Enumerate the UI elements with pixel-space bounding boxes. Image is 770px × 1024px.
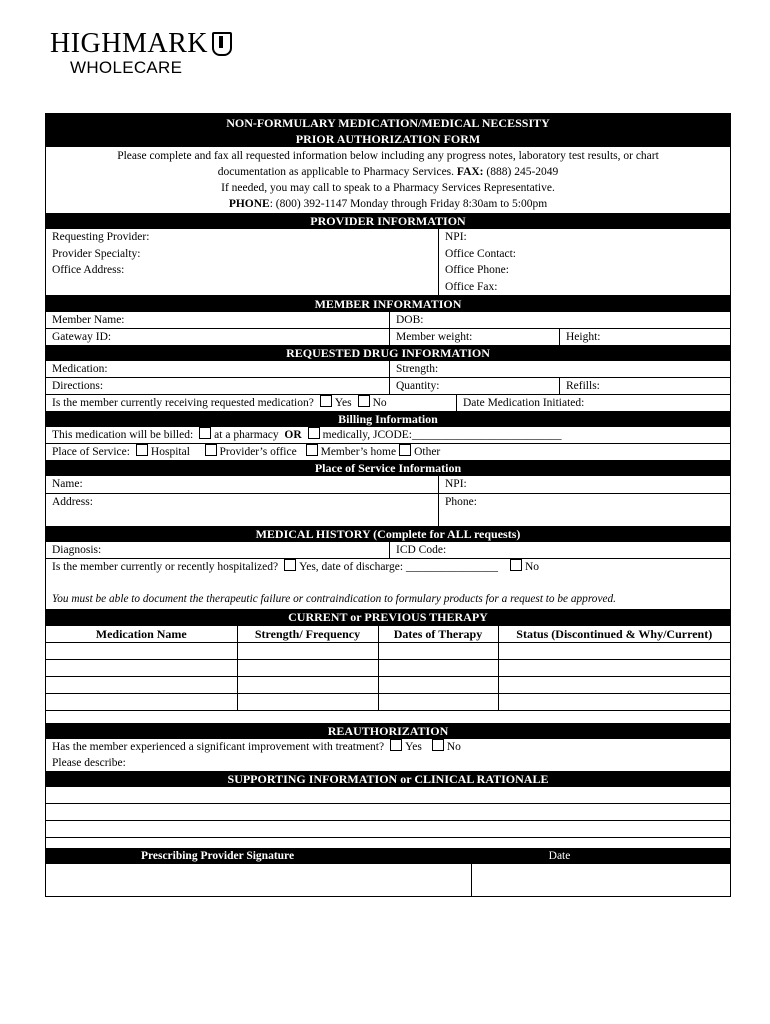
signature-field[interactable] [46, 864, 471, 896]
supporting-line[interactable] [46, 787, 730, 804]
medical-history-header: MEDICAL HISTORY (Complete for ALL requests) [46, 526, 730, 542]
therapy-header: CURRENT or PREVIOUS THERAPY [46, 609, 730, 625]
refills-field[interactable]: Refills: [559, 378, 730, 394]
signature-label: Prescribing Provider Signature [140, 850, 295, 862]
pos-info-section [46, 476, 730, 526]
table-row [46, 694, 730, 711]
table-row [46, 643, 730, 660]
date-initiated-field[interactable]: Date Medication Initiated: [456, 395, 730, 411]
or-label: OR [284, 429, 302, 441]
other-label: Other [414, 446, 441, 458]
medication-field[interactable]: Medication: [52, 363, 108, 375]
shield-icon [212, 32, 232, 56]
drug-row-3 [46, 395, 730, 411]
blank-line [46, 279, 438, 296]
reauth-no-checkbox[interactable] [432, 739, 444, 751]
dob-field[interactable]: DOB: [389, 312, 730, 328]
pos-left [46, 476, 438, 526]
discharge-date-field[interactable]: Yes, date of discharge: ________________ [299, 561, 498, 573]
receiving-question-text: Is the member currently receiving requested medication? [52, 397, 314, 409]
billed-method [46, 427, 730, 443]
date-label: Date [548, 850, 571, 862]
reauth-question [46, 739, 730, 755]
billing-info-header: Billing Information [46, 411, 730, 427]
quantity-field[interactable]: Quantity: [389, 378, 559, 394]
reauth-no-label: No [446, 741, 461, 753]
hospital-label: Hospital [150, 446, 190, 458]
pos-right [438, 476, 730, 526]
logo-brand [50, 30, 232, 58]
diagnosis-field[interactable]: Diagnosis: [52, 544, 102, 556]
therapy-header-row [46, 626, 730, 643]
provider-info-section [46, 229, 730, 296]
provider-left [46, 229, 438, 295]
table-row [46, 660, 730, 677]
directions-field[interactable]: Directions: [52, 380, 104, 392]
pharmacy-checkbox[interactable] [199, 427, 211, 439]
instructions [46, 147, 730, 213]
hospitalized-no-label: No [524, 561, 540, 573]
jcode-field[interactable]: medically, JCODE:__________________________ [322, 429, 562, 441]
history-row-1 [46, 542, 730, 559]
supporting-line[interactable] [46, 838, 730, 848]
table-cell[interactable] [378, 660, 498, 677]
table-cell[interactable] [378, 694, 498, 711]
provider-right [438, 229, 730, 295]
other-checkbox[interactable] [399, 444, 411, 456]
member-info-header: MEMBER INFORMATION [46, 296, 730, 312]
spacer [46, 711, 730, 723]
table-cell[interactable] [46, 643, 237, 660]
therapeutic-failure-note: You must be able to document the therapeutic failure or contraindication to formulary products for a request to be approved. [52, 593, 616, 605]
instructions-line4 [46, 196, 730, 212]
phone-label: PHONE [228, 198, 270, 210]
office-contact-field[interactable]: Office Contact: [445, 247, 516, 260]
form-title [46, 114, 730, 147]
icd-code-field[interactable]: ICD Code: [389, 542, 730, 558]
billing-row-1 [46, 427, 730, 444]
signature-row [46, 864, 730, 896]
instructions-line2-text: documentation as applicable to Pharmacy Services. [217, 166, 457, 178]
provider-npi-field[interactable]: NPI: [445, 231, 467, 243]
table-cell[interactable] [46, 694, 237, 711]
fax-value: (888) 245-2049 [483, 166, 559, 178]
providers-office-checkbox[interactable] [205, 444, 217, 456]
pos-address-field[interactable]: Address: [52, 495, 93, 508]
height-field[interactable]: Height: [559, 329, 730, 345]
office-address-field[interactable]: Office Address: [52, 264, 125, 276]
table-cell[interactable] [498, 677, 730, 694]
member-name-field[interactable]: Member Name: [52, 314, 125, 326]
providers-office-label: Provider’s office [219, 446, 297, 458]
billed-label: This medication will be billed: [52, 429, 194, 441]
instructions-line2 [46, 164, 730, 180]
members-home-checkbox[interactable] [306, 444, 318, 456]
supporting-info-header: SUPPORTING INFORMATION or CLINICAL RATIONALE [46, 771, 730, 787]
highmark-wholecare-logo [50, 30, 232, 78]
receiving-yes-checkbox[interactable] [320, 395, 332, 407]
pos-label: Place of Service: [52, 446, 130, 458]
signature-header [46, 848, 730, 864]
member-weight-field[interactable]: Member weight: [389, 329, 559, 345]
members-home-label: Member’s home [320, 446, 397, 458]
requesting-provider-field[interactable]: Requesting Provider: [52, 231, 150, 243]
member-row-2 [46, 329, 730, 345]
billing-row-2 [46, 444, 730, 460]
table-cell[interactable] [237, 643, 378, 660]
instructions-line3: If needed, you may call to speak to a Pharmacy Services Representative. [221, 182, 555, 194]
table-cell[interactable] [378, 643, 498, 660]
reauth-question-text: Has the member experienced a significant improvement with treatment? [52, 741, 385, 753]
reauth-yes-label: Yes [405, 741, 422, 753]
pos-name-field[interactable]: Name: [46, 476, 438, 494]
hospital-checkbox[interactable] [136, 444, 148, 456]
blank-line [46, 575, 730, 591]
pos-info-header: Place of Service Information [46, 460, 730, 476]
office-fax-field[interactable]: Office Fax: [445, 280, 498, 293]
receiving-question [46, 395, 456, 411]
hospitalized-yes-checkbox[interactable] [284, 559, 296, 571]
table-cell[interactable] [498, 660, 730, 677]
table-row [46, 677, 730, 694]
col-status: Status (Discontinued & Why/Current) [498, 626, 730, 643]
title-line1: NON-FORMULARY MEDICATION/MEDICAL NECESSITY [226, 116, 550, 130]
hospitalized-no-checkbox[interactable] [510, 559, 522, 571]
history-hospitalized [46, 559, 730, 609]
supporting-line[interactable] [46, 804, 730, 821]
supporting-line[interactable] [46, 821, 730, 838]
title-line2: PRIOR AUTHORIZATION FORM [295, 132, 481, 146]
fax-label: FAX: [456, 166, 484, 178]
receiving-yes-label: Yes [334, 397, 352, 409]
reauth-yes-checkbox[interactable] [390, 739, 402, 751]
place-of-service [46, 444, 730, 460]
pos-npi-field[interactable]: NPI: [439, 476, 730, 494]
table-cell[interactable] [498, 694, 730, 711]
reauth-describe-field[interactable]: Please describe: [52, 757, 126, 769]
drug-row-2 [46, 378, 730, 395]
col-medication-name: Medication Name [46, 626, 237, 643]
receiving-no-label: No [372, 397, 387, 409]
table-cell[interactable] [46, 660, 237, 677]
hospitalized-question [46, 559, 730, 575]
instructions-line1: Please complete and fax all requested information below including any progress notes, laboratory test results, or chart [117, 150, 659, 162]
logo-sub: WHOLECARE [70, 58, 183, 77]
gateway-id-field[interactable]: Gateway ID: [52, 331, 112, 343]
logo-brand-text: HIGHMARK [50, 28, 208, 59]
prior-authorization-form [45, 113, 731, 897]
pharmacy-label: at a pharmacy [214, 429, 279, 441]
col-dates-of-therapy: Dates of Therapy [378, 626, 498, 643]
provider-specialty-field[interactable]: Provider Specialty: [52, 247, 141, 260]
table-cell[interactable] [498, 643, 730, 660]
table-cell[interactable] [46, 677, 237, 694]
signature-date-field[interactable] [471, 864, 730, 896]
member-row-1 [46, 312, 730, 329]
receiving-no-checkbox[interactable] [358, 395, 370, 407]
hospitalized-question-text: Is the member currently or recently hospitalized? [52, 561, 279, 573]
reauth-section [46, 739, 730, 771]
therapy-table [46, 625, 730, 711]
drug-row-1 [46, 361, 730, 378]
col-strength-frequency: Strength/ Frequency [237, 626, 378, 643]
reauthorization-header: REAUTHORIZATION [46, 723, 730, 739]
table-cell[interactable] [378, 677, 498, 694]
medically-checkbox[interactable] [308, 427, 320, 439]
pos-phone-field[interactable]: Phone: [445, 495, 477, 508]
phone-value: : (800) 392-1147 Monday through Friday 8:30am to 5:00pm [269, 198, 548, 210]
drug-info-header: REQUESTED DRUG INFORMATION [46, 345, 730, 361]
strength-field[interactable]: Strength: [389, 361, 730, 377]
office-phone-field[interactable]: Office Phone: [445, 264, 509, 276]
provider-info-header: PROVIDER INFORMATION [46, 213, 730, 229]
table-cell[interactable] [237, 660, 378, 677]
table-cell[interactable] [237, 694, 378, 711]
table-cell[interactable] [237, 677, 378, 694]
